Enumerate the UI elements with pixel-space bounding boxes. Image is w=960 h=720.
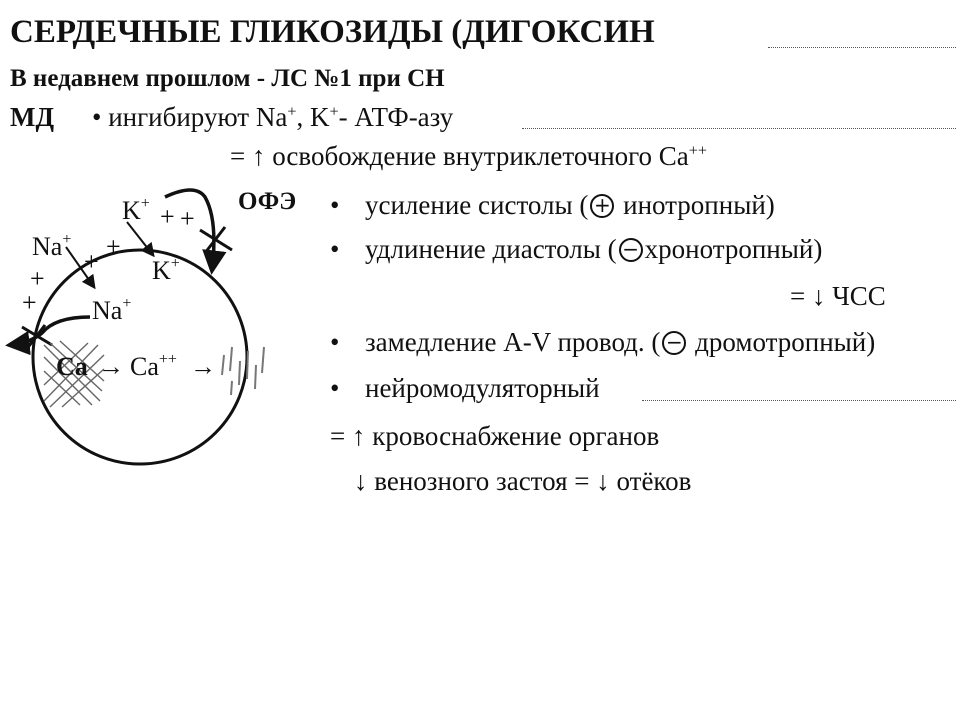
md-text-post: - АТФ-азу: [338, 102, 454, 132]
page-title: СЕРДЕЧНЫЕ ГЛИКОЗИДЫ (ДИГОКСИН: [10, 14, 655, 50]
ca-ion-label: Ca++: [130, 351, 177, 381]
title-dotted-line: [768, 47, 956, 48]
plus-sign: +: [84, 247, 99, 276]
md-text-mid: , K: [296, 102, 330, 132]
ca-release-arrow: →: [190, 352, 216, 381]
plus-sign: +: [160, 202, 175, 231]
ofe-item-av: [330, 326, 876, 358]
subtitle: В недавнем прошлом - ЛС №1 при СН: [10, 65, 445, 92]
ofe-item-text: удлинение диастолы (: [365, 234, 617, 264]
ofe-item-text: усиление систолы (: [365, 190, 589, 220]
plus-circle-icon: +: [590, 194, 614, 218]
md-label: МД: [10, 102, 55, 132]
na-inside-label: Na+: [92, 295, 132, 325]
ofe-hr-result: = ↓ ЧСС: [790, 281, 886, 311]
plus-sign: +: [22, 288, 37, 317]
ofe-item-systole: [330, 189, 775, 221]
plus-sign: +: [106, 232, 121, 261]
plus-sign: +: [30, 264, 45, 293]
ofe-item-text: замедление A-V провод. (: [365, 327, 661, 357]
md-mechanism: [92, 101, 453, 133]
plus-sign: +: [180, 204, 195, 233]
md-sup-na: +: [287, 102, 297, 121]
ca-arrow: →: [98, 352, 124, 381]
ofe-item-effect: дромотропный): [688, 327, 876, 357]
ofe-label: ОФЭ: [238, 188, 297, 215]
ofe-item-effect: хронотропный): [644, 234, 823, 264]
neuro-dotted-line: [642, 400, 956, 401]
bullet: •: [330, 234, 340, 264]
k-outside-label: K+: [122, 195, 150, 225]
minus-circle-icon: −: [662, 331, 686, 355]
md-text-pre: ингибируют Na: [108, 102, 288, 132]
ofe-item-effect: инотропный): [616, 190, 775, 220]
minus-circle-icon: −: [619, 238, 643, 262]
ofe-blood-supply: = ↑ кровоснабжение органов: [330, 421, 660, 451]
na-outside-label: Na+: [32, 231, 72, 261]
ofe-item-neuro: [330, 372, 600, 404]
bullet: •: [330, 373, 340, 403]
md-sup-k: +: [329, 102, 339, 121]
bullet: •: [330, 327, 340, 357]
md-dotted-line: [522, 128, 956, 129]
md-result-text: = ↑ освобождение внутриклеточного Ca: [230, 141, 689, 171]
ofe-item-diastole: [330, 233, 823, 265]
md-bullet: •: [92, 102, 102, 132]
na-efflux-arrow: [10, 317, 90, 345]
md-result: [230, 140, 707, 172]
bullet: •: [330, 190, 340, 220]
k-inside-label: K+: [152, 255, 180, 285]
ca-label: Ca: [56, 352, 88, 381]
ofe-item-text: нейромодуляторный: [365, 373, 600, 403]
ofe-venous: ↓ венозного застоя = ↓ отёков: [354, 466, 692, 496]
md-result-sup: ++: [688, 141, 708, 160]
cardiomyocyte-diagram: [0, 175, 320, 475]
